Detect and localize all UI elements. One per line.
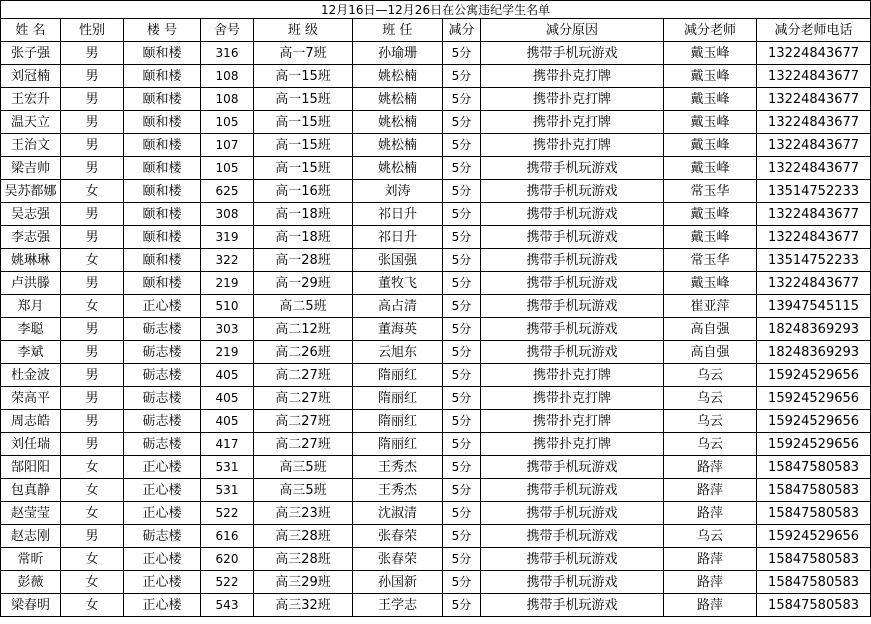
cell-building[interactable]: 颐和楼 <box>124 203 201 226</box>
table-row <box>1 341 871 364</box>
cell-room[interactable]: 316 <box>201 42 254 65</box>
cell-name[interactable]: 梁吉帅 <box>1 157 61 180</box>
cell-head-teacher[interactable]: 祁日升 <box>353 203 443 226</box>
cell-room[interactable]: 543 <box>201 594 254 617</box>
cell-class[interactable]: 高三29班 <box>254 571 353 594</box>
cell-building[interactable]: 颐和楼 <box>124 88 201 111</box>
cell-deduct[interactable]: 5分 <box>443 42 481 65</box>
cell-deduct-teacher[interactable]: 乌云 <box>664 364 757 387</box>
table-row <box>1 502 871 525</box>
cell-name[interactable]: 常昕 <box>1 548 61 571</box>
cell-deduct-teacher[interactable]: 路萍 <box>664 479 757 502</box>
cell-deduct[interactable]: 5分 <box>443 157 481 180</box>
cell-sex[interactable]: 女 <box>61 456 124 479</box>
cell-class[interactable]: 高一15班 <box>254 134 353 157</box>
cell-reason[interactable]: 携带手机玩游戏 <box>481 157 664 180</box>
cell-room[interactable]: 322 <box>201 249 254 272</box>
cell-name[interactable]: 刘任瑞 <box>1 433 61 456</box>
cell-phone[interactable]: 15924529656 <box>757 525 871 548</box>
cell-head-teacher[interactable]: 孙国新 <box>353 571 443 594</box>
table-row <box>1 525 871 548</box>
cell-head-teacher[interactable]: 张国强 <box>353 249 443 272</box>
cell-deduct-teacher[interactable]: 路萍 <box>664 594 757 617</box>
cell-phone[interactable]: 15847580583 <box>757 479 871 502</box>
table-row <box>1 88 871 111</box>
cell-phone[interactable]: 13224843677 <box>757 157 871 180</box>
title-row <box>1 1 871 19</box>
cell-building[interactable]: 颐和楼 <box>124 249 201 272</box>
cell-head-teacher[interactable]: 董海英 <box>353 318 443 341</box>
cell-sex[interactable]: 女 <box>61 502 124 525</box>
cell-deduct[interactable]: 5分 <box>443 387 481 410</box>
cell-deduct-teacher[interactable]: 常玉华 <box>664 180 757 203</box>
cell-deduct[interactable]: 5分 <box>443 203 481 226</box>
cell-building[interactable]: 正心楼 <box>124 456 201 479</box>
cell-head-teacher[interactable]: 孙瑜珊 <box>353 42 443 65</box>
cell-sex[interactable]: 女 <box>61 180 124 203</box>
table-row <box>1 249 871 272</box>
cell-head-teacher[interactable]: 姚松楠 <box>353 111 443 134</box>
cell-name[interactable]: 赵莹莹 <box>1 502 61 525</box>
cell-reason[interactable]: 携带手机玩游戏 <box>481 479 664 502</box>
cell-sex[interactable]: 女 <box>61 249 124 272</box>
cell-name[interactable]: 杜金波 <box>1 364 61 387</box>
cell-building[interactable]: 颐和楼 <box>124 226 201 249</box>
cell-reason[interactable]: 携带手机玩游戏 <box>481 571 664 594</box>
cell-reason[interactable]: 携带手机玩游戏 <box>481 272 664 295</box>
cell-building[interactable]: 正心楼 <box>124 571 201 594</box>
cell-name[interactable]: 温天立 <box>1 111 61 134</box>
cell-head-teacher[interactable]: 沈淑清 <box>353 502 443 525</box>
cell-deduct-teacher[interactable]: 乌云 <box>664 433 757 456</box>
cell-phone[interactable]: 13224843677 <box>757 88 871 111</box>
cell-name[interactable]: 王宏升 <box>1 88 61 111</box>
cell-deduct[interactable]: 5分 <box>443 525 481 548</box>
cell-class[interactable]: 高三28班 <box>254 548 353 571</box>
header-head-teacher[interactable]: 班 任 <box>353 19 443 42</box>
header-deduct-teacher[interactable]: 减分老师 <box>664 19 757 42</box>
header-sex[interactable]: 性别 <box>61 19 124 42</box>
cell-room[interactable]: 405 <box>201 387 254 410</box>
cell-sex[interactable]: 女 <box>61 295 124 318</box>
cell-building[interactable]: 砺志楼 <box>124 318 201 341</box>
header-room[interactable]: 舍号 <box>201 19 254 42</box>
cell-deduct[interactable]: 5分 <box>443 134 481 157</box>
cell-deduct[interactable]: 5分 <box>443 88 481 111</box>
cell-sex[interactable]: 女 <box>61 479 124 502</box>
cell-room[interactable]: 105 <box>201 157 254 180</box>
cell-deduct-teacher[interactable]: 路萍 <box>664 571 757 594</box>
cell-room[interactable]: 616 <box>201 525 254 548</box>
cell-room[interactable]: 620 <box>201 548 254 571</box>
cell-name[interactable]: 张子强 <box>1 42 61 65</box>
table-row <box>1 410 871 433</box>
cell-phone[interactable]: 15924529656 <box>757 387 871 410</box>
cell-class[interactable]: 高一18班 <box>254 203 353 226</box>
cell-reason[interactable]: 携带手机玩游戏 <box>481 502 664 525</box>
cell-room[interactable]: 303 <box>201 318 254 341</box>
cell-phone[interactable]: 13224843677 <box>757 65 871 88</box>
cell-sex[interactable]: 男 <box>61 226 124 249</box>
cell-room[interactable]: 625 <box>201 180 254 203</box>
cell-name[interactable]: 卢洪滕 <box>1 272 61 295</box>
cell-phone[interactable]: 13224843677 <box>757 111 871 134</box>
cell-room[interactable]: 417 <box>201 433 254 456</box>
cell-class[interactable]: 高一15班 <box>254 88 353 111</box>
cell-head-teacher[interactable]: 高占清 <box>353 295 443 318</box>
cell-deduct-teacher[interactable]: 乌云 <box>664 410 757 433</box>
cell-sex[interactable]: 男 <box>61 525 124 548</box>
cell-phone[interactable]: 15924529656 <box>757 364 871 387</box>
cell-sex[interactable]: 男 <box>61 364 124 387</box>
cell-reason[interactable]: 携带扑克打牌 <box>481 65 664 88</box>
cell-class[interactable]: 高一16班 <box>254 180 353 203</box>
cell-deduct-teacher[interactable]: 乌云 <box>664 525 757 548</box>
cell-head-teacher[interactable]: 姚松楠 <box>353 88 443 111</box>
cell-name[interactable]: 刘冠楠 <box>1 65 61 88</box>
cell-sex[interactable]: 男 <box>61 272 124 295</box>
cell-building[interactable]: 正心楼 <box>124 594 201 617</box>
cell-deduct-teacher[interactable]: 高自强 <box>664 318 757 341</box>
cell-reason[interactable]: 携带扑克打牌 <box>481 364 664 387</box>
cell-room[interactable]: 219 <box>201 341 254 364</box>
cell-building[interactable]: 颐和楼 <box>124 272 201 295</box>
cell-sex[interactable]: 女 <box>61 571 124 594</box>
cell-reason[interactable]: 携带手机玩游戏 <box>481 203 664 226</box>
cell-sex[interactable]: 男 <box>61 318 124 341</box>
cell-deduct[interactable]: 5分 <box>443 456 481 479</box>
cell-deduct[interactable]: 5分 <box>443 272 481 295</box>
cell-building[interactable]: 颐和楼 <box>124 180 201 203</box>
table-row <box>1 180 871 203</box>
header-phone[interactable]: 减分老师电话 <box>757 19 871 42</box>
table-row <box>1 65 871 88</box>
cell-phone[interactable]: 15847580583 <box>757 456 871 479</box>
cell-reason[interactable]: 携带手机玩游戏 <box>481 548 664 571</box>
cell-name[interactable]: 郑月 <box>1 295 61 318</box>
cell-deduct[interactable]: 5分 <box>443 594 481 617</box>
cell-deduct[interactable]: 5分 <box>443 226 481 249</box>
sheet-title[interactable]: 12月16日—12月26日在公寓违纪学生名单 <box>1 1 871 19</box>
cell-phone[interactable]: 13224843677 <box>757 203 871 226</box>
cell-deduct-teacher[interactable]: 崔亚萍 <box>664 295 757 318</box>
cell-reason[interactable]: 携带扑克打牌 <box>481 433 664 456</box>
table-row <box>1 42 871 65</box>
cell-building[interactable]: 正心楼 <box>124 502 201 525</box>
table-row <box>1 134 871 157</box>
cell-class[interactable]: 高二12班 <box>254 318 353 341</box>
cell-class[interactable]: 高一7班 <box>254 42 353 65</box>
cell-deduct-teacher[interactable]: 戴玉峰 <box>664 203 757 226</box>
cell-room[interactable]: 105 <box>201 111 254 134</box>
cell-room[interactable]: 510 <box>201 295 254 318</box>
cell-building[interactable]: 砺志楼 <box>124 433 201 456</box>
cell-reason[interactable]: 携带扑克打牌 <box>481 111 664 134</box>
cell-building[interactable]: 砺志楼 <box>124 525 201 548</box>
cell-building[interactable]: 颐和楼 <box>124 42 201 65</box>
cell-deduct[interactable]: 5分 <box>443 548 481 571</box>
cell-phone[interactable]: 18248369293 <box>757 318 871 341</box>
cell-reason[interactable]: 携带手机玩游戏 <box>481 249 664 272</box>
cell-deduct[interactable]: 5分 <box>443 180 481 203</box>
cell-phone[interactable]: 13514752233 <box>757 180 871 203</box>
cell-room[interactable]: 522 <box>201 502 254 525</box>
cell-sex[interactable]: 男 <box>61 134 124 157</box>
cell-reason[interactable]: 携带手机玩游戏 <box>481 295 664 318</box>
cell-room[interactable]: 107 <box>201 134 254 157</box>
cell-deduct[interactable]: 5分 <box>443 364 481 387</box>
cell-phone[interactable]: 15847580583 <box>757 548 871 571</box>
cell-head-teacher[interactable]: 王学志 <box>353 594 443 617</box>
cell-head-teacher[interactable]: 祁日升 <box>353 226 443 249</box>
cell-room[interactable]: 108 <box>201 88 254 111</box>
cell-deduct-teacher[interactable]: 路萍 <box>664 548 757 571</box>
cell-head-teacher[interactable]: 董牧飞 <box>353 272 443 295</box>
roster-body <box>1 42 871 617</box>
table-row <box>1 594 871 617</box>
cell-name[interactable]: 包真静 <box>1 479 61 502</box>
cell-deduct[interactable]: 5分 <box>443 479 481 502</box>
cell-deduct-teacher[interactable]: 高自强 <box>664 341 757 364</box>
cell-reason[interactable]: 携带手机玩游戏 <box>481 525 664 548</box>
cell-head-teacher[interactable]: 隋丽红 <box>353 433 443 456</box>
cell-head-teacher[interactable]: 王秀杰 <box>353 456 443 479</box>
table-row <box>1 433 871 456</box>
cell-building[interactable]: 颐和楼 <box>124 157 201 180</box>
cell-deduct-teacher[interactable]: 戴玉峰 <box>664 226 757 249</box>
cell-building[interactable]: 砺志楼 <box>124 341 201 364</box>
cell-sex[interactable]: 男 <box>61 410 124 433</box>
cell-reason[interactable]: 携带扑克打牌 <box>481 410 664 433</box>
cell-sex[interactable]: 男 <box>61 387 124 410</box>
cell-head-teacher[interactable]: 隋丽红 <box>353 364 443 387</box>
cell-head-teacher[interactable]: 云旭东 <box>353 341 443 364</box>
cell-room[interactable]: 319 <box>201 226 254 249</box>
cell-reason[interactable]: 携带手机玩游戏 <box>481 42 664 65</box>
cell-head-teacher[interactable]: 隋丽红 <box>353 410 443 433</box>
header-deduct[interactable]: 减分 <box>443 19 481 42</box>
cell-class[interactable]: 高三5班 <box>254 479 353 502</box>
cell-class[interactable]: 高二27班 <box>254 410 353 433</box>
cell-head-teacher[interactable]: 姚松楠 <box>353 134 443 157</box>
cell-reason[interactable]: 携带手机玩游戏 <box>481 594 664 617</box>
cell-deduct-teacher[interactable]: 戴玉峰 <box>664 157 757 180</box>
cell-building[interactable]: 颐和楼 <box>124 111 201 134</box>
table-row <box>1 111 871 134</box>
cell-sex[interactable]: 男 <box>61 157 124 180</box>
cell-phone[interactable]: 13947545115 <box>757 295 871 318</box>
table-row <box>1 157 871 180</box>
cell-deduct-teacher[interactable]: 戴玉峰 <box>664 111 757 134</box>
cell-class[interactable]: 高二5班 <box>254 295 353 318</box>
cell-class[interactable]: 高三28班 <box>254 525 353 548</box>
cell-reason[interactable]: 携带手机玩游戏 <box>481 318 664 341</box>
cell-reason[interactable]: 携带扑克打牌 <box>481 88 664 111</box>
cell-class[interactable]: 高二27班 <box>254 387 353 410</box>
cell-phone[interactable]: 15847580583 <box>757 502 871 525</box>
cell-sex[interactable]: 男 <box>61 203 124 226</box>
cell-class[interactable]: 高三23班 <box>254 502 353 525</box>
cell-reason[interactable]: 携带扑克打牌 <box>481 134 664 157</box>
header-building[interactable]: 楼 号 <box>124 19 201 42</box>
cell-room[interactable]: 405 <box>201 410 254 433</box>
cell-deduct[interactable]: 5分 <box>443 295 481 318</box>
header-reason[interactable]: 减分原因 <box>481 19 664 42</box>
cell-class[interactable]: 高二26班 <box>254 341 353 364</box>
cell-class[interactable]: 高二27班 <box>254 433 353 456</box>
cell-sex[interactable]: 女 <box>61 594 124 617</box>
cell-building[interactable]: 砺志楼 <box>124 364 201 387</box>
cell-phone[interactable]: 15924529656 <box>757 410 871 433</box>
header-name[interactable]: 姓 名 <box>1 19 61 42</box>
cell-deduct-teacher[interactable]: 戴玉峰 <box>664 42 757 65</box>
cell-room[interactable]: 219 <box>201 272 254 295</box>
table-row <box>1 548 871 571</box>
cell-name[interactable]: 周志皓 <box>1 410 61 433</box>
table-row <box>1 318 871 341</box>
cell-phone[interactable]: 15847580583 <box>757 594 871 617</box>
cell-name[interactable]: 王治文 <box>1 134 61 157</box>
cell-deduct[interactable]: 5分 <box>443 65 481 88</box>
cell-reason[interactable]: 携带手机玩游戏 <box>481 456 664 479</box>
cell-phone[interactable]: 13224843677 <box>757 42 871 65</box>
cell-building[interactable]: 正心楼 <box>124 295 201 318</box>
cell-building[interactable]: 颐和楼 <box>124 134 201 157</box>
cell-sex[interactable]: 男 <box>61 341 124 364</box>
cell-deduct-teacher[interactable]: 戴玉峰 <box>664 65 757 88</box>
cell-head-teacher[interactable]: 张春荣 <box>353 525 443 548</box>
cell-deduct[interactable]: 5分 <box>443 433 481 456</box>
cell-phone[interactable]: 15924529656 <box>757 433 871 456</box>
cell-room[interactable]: 531 <box>201 456 254 479</box>
cell-class[interactable]: 高一15班 <box>254 157 353 180</box>
cell-name[interactable]: 彭薇 <box>1 571 61 594</box>
cell-building[interactable]: 正心楼 <box>124 548 201 571</box>
cell-name[interactable]: 李聪 <box>1 318 61 341</box>
cell-name[interactable]: 吴志强 <box>1 203 61 226</box>
table-row <box>1 387 871 410</box>
cell-deduct-teacher[interactable]: 乌云 <box>664 387 757 410</box>
cell-phone[interactable]: 13224843677 <box>757 272 871 295</box>
table-row <box>1 571 871 594</box>
table-row <box>1 272 871 295</box>
cell-class[interactable]: 高一29班 <box>254 272 353 295</box>
cell-head-teacher[interactable]: 刘涛 <box>353 180 443 203</box>
cell-reason[interactable]: 携带手机玩游戏 <box>481 341 664 364</box>
cell-deduct-teacher[interactable]: 常玉华 <box>664 249 757 272</box>
cell-head-teacher[interactable]: 姚松楠 <box>353 65 443 88</box>
table-row <box>1 295 871 318</box>
cell-room[interactable]: 108 <box>201 65 254 88</box>
cell-reason[interactable]: 携带扑克打牌 <box>481 387 664 410</box>
cell-class[interactable]: 高二27班 <box>254 364 353 387</box>
cell-sex[interactable]: 男 <box>61 65 124 88</box>
cell-class[interactable]: 高一15班 <box>254 111 353 134</box>
cell-deduct[interactable]: 5分 <box>443 410 481 433</box>
cell-deduct[interactable]: 5分 <box>443 249 481 272</box>
cell-class[interactable]: 高三32班 <box>254 594 353 617</box>
cell-phone[interactable]: 13514752233 <box>757 249 871 272</box>
table-row <box>1 479 871 502</box>
cell-head-teacher[interactable]: 姚松楠 <box>353 157 443 180</box>
cell-class[interactable]: 高一15班 <box>254 65 353 88</box>
cell-class[interactable]: 高三5班 <box>254 456 353 479</box>
cell-name[interactable]: 李斌 <box>1 341 61 364</box>
cell-room[interactable]: 531 <box>201 479 254 502</box>
cell-phone[interactable]: 18248369293 <box>757 341 871 364</box>
cell-sex[interactable]: 男 <box>61 433 124 456</box>
cell-sex[interactable]: 男 <box>61 42 124 65</box>
cell-deduct[interactable]: 5分 <box>443 571 481 594</box>
cell-room[interactable]: 308 <box>201 203 254 226</box>
cell-name[interactable]: 荣高平 <box>1 387 61 410</box>
cell-deduct-teacher[interactable]: 戴玉峰 <box>664 88 757 111</box>
cell-class[interactable]: 高一18班 <box>254 226 353 249</box>
table-row <box>1 226 871 249</box>
cell-deduct-teacher[interactable]: 路萍 <box>664 502 757 525</box>
cell-name[interactable]: 郜阳阳 <box>1 456 61 479</box>
cell-deduct[interactable]: 5分 <box>443 111 481 134</box>
cell-name[interactable]: 姚琳琳 <box>1 249 61 272</box>
cell-sex[interactable]: 女 <box>61 548 124 571</box>
cell-deduct[interactable]: 5分 <box>443 341 481 364</box>
cell-sex[interactable]: 男 <box>61 88 124 111</box>
cell-building[interactable]: 砺志楼 <box>124 387 201 410</box>
cell-building[interactable]: 砺志楼 <box>124 410 201 433</box>
cell-name[interactable]: 赵志刚 <box>1 525 61 548</box>
header-row <box>1 19 871 42</box>
table-row <box>1 364 871 387</box>
cell-deduct-teacher[interactable]: 路萍 <box>664 456 757 479</box>
cell-name[interactable]: 李志强 <box>1 226 61 249</box>
cell-building[interactable]: 正心楼 <box>124 479 201 502</box>
cell-room[interactable]: 522 <box>201 571 254 594</box>
header-class[interactable]: 班 级 <box>254 19 353 42</box>
cell-reason[interactable]: 携带手机玩游戏 <box>481 180 664 203</box>
cell-deduct[interactable]: 5分 <box>443 502 481 525</box>
cell-head-teacher[interactable]: 张春荣 <box>353 548 443 571</box>
cell-head-teacher[interactable]: 王秀杰 <box>353 479 443 502</box>
cell-reason[interactable]: 携带手机玩游戏 <box>481 226 664 249</box>
table-row <box>1 456 871 479</box>
cell-sex[interactable]: 男 <box>61 111 124 134</box>
cell-room[interactable]: 405 <box>201 364 254 387</box>
cell-phone[interactable]: 13224843677 <box>757 226 871 249</box>
cell-name[interactable]: 梁春明 <box>1 594 61 617</box>
table-row <box>1 203 871 226</box>
cell-phone[interactable]: 15847580583 <box>757 571 871 594</box>
cell-building[interactable]: 颐和楼 <box>124 65 201 88</box>
cell-phone[interactable]: 13224843677 <box>757 134 871 157</box>
cell-deduct[interactable]: 5分 <box>443 318 481 341</box>
cell-deduct-teacher[interactable]: 戴玉峰 <box>664 272 757 295</box>
cell-deduct-teacher[interactable]: 戴玉峰 <box>664 134 757 157</box>
cell-name[interactable]: 吴苏都娜 <box>1 180 61 203</box>
cell-class[interactable]: 高一28班 <box>254 249 353 272</box>
cell-head-teacher[interactable]: 隋丽红 <box>353 387 443 410</box>
